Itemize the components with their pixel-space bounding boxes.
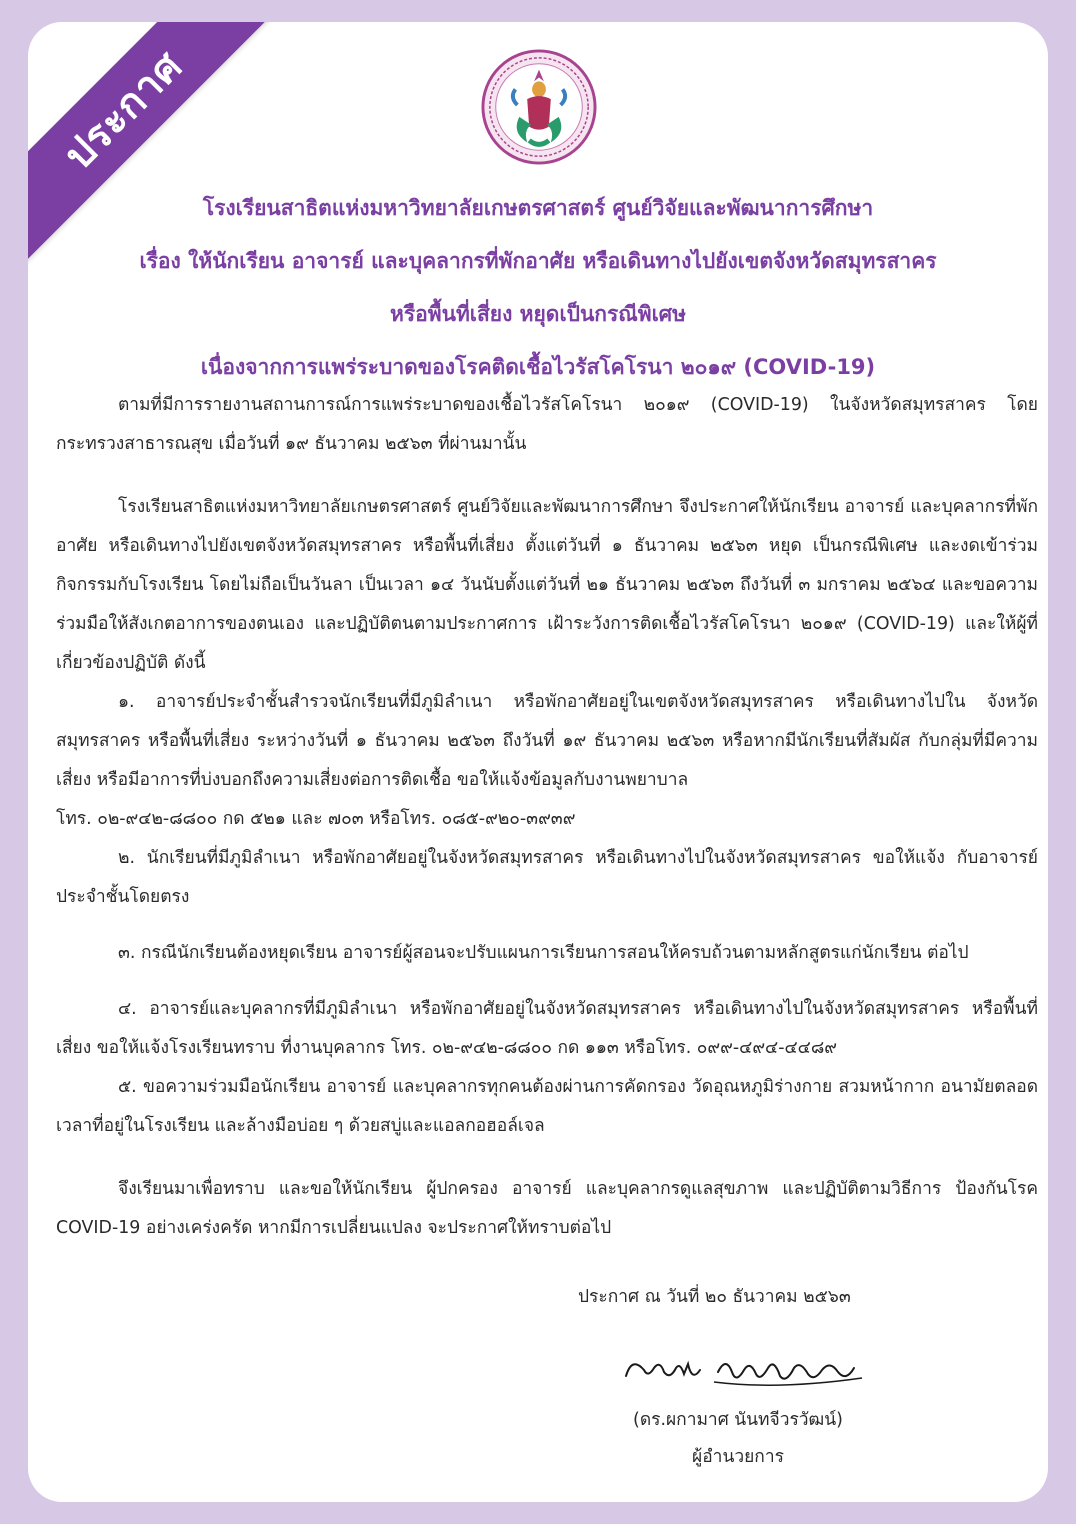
list-item-3: ๓. กรณีนักเรียนต้องหยุดเรียน อาจารย์ผู้สอนจะปรับแผนการเรียนการสอนให้ครบถ้วนตามหลักสูตรแก่นักเรียน ต่อไป xyxy=(118,943,969,963)
signer-name: (ดร.ผกามาศ นันทจีวรวัฒน์) xyxy=(633,1410,843,1430)
list-item-1: ๑. อาจารย์ประจำชั้นสำรวจนักเรียนที่มีภูมิลำเนา หรือพักอาศัยอยู่ในเขตจังหวัดสมุทรสาคร หรือเดินทางไปใน จังหวัดสมุทรสาคร หรือพื้นที่เสี่ยง ระหว่างวันที่ ๑ ธันวาคม ๒๕๖๓ ถึงวันที่ ๑๙ ธันวาคม ๒๕๖๓ หรือหากมีนักเรียนที่สัมผัส กับกลุ่มที่มีความเสี่ยง หรือมีอาการที่บ่งบอกถึงความเสี่ยงต่อการติดเชื้อ ขอให้แจ้งข้อมูลกับงานพยาบาล xyxy=(56,692,1038,790)
signer-block xyxy=(548,1402,928,1476)
school-emblem-icon xyxy=(480,48,598,166)
list-item-1-phone: โทร. ๐๒-๙๔๒-๘๘๐๐ กด ๕๒๑ และ ๗๐๓ หรือโทร. ๐๘๕-๙๒๐-๓๙๓๙ xyxy=(56,809,576,829)
list-item-4: ๔. อาจารย์และบุคลากรที่มีภูมิลำเนา หรือพักอาศัยอยู่ในจังหวัดสมุทรสาคร หรือเดินทางไปในจังหวัดสมุทรสาคร หรือพื้นที่เสี่ยง ขอให้แจ้งโรงเรียนทราบ ที่งานบุคลากร โทร. ๐๒-๙๔๒-๘๘๐๐ กด ๑๑๓ หรือโทร. ๐๙๙-๔๙๔-๔๔๘๙ xyxy=(56,999,1038,1058)
title-line: เนื่องจากการแพร่ระบาดของโรคติดเชื้อไวรัสโคโรนา ๒๐๑๙ (COVID-19) xyxy=(200,355,876,379)
handwritten-signature-icon xyxy=(618,1342,878,1402)
announcement-date: ประกาศ ณ วันที่ ๒๐ ธันวาคม ๒๕๖๓ xyxy=(578,1287,851,1307)
announcement-body xyxy=(56,386,1038,1248)
announcement-card xyxy=(28,22,1048,1502)
title-line: หรือพื้นที่เสี่ยง หยุดเป็นกรณีพิเศษ xyxy=(390,302,686,326)
title-line: โรงเรียนสาธิตแห่งมหาวิทยาลัยเกษตรศาสตร์ ศูนย์วิจัยและพัฒนาการศึกษา xyxy=(202,196,874,220)
paragraph-intro: ตามที่มีการรายงานสถานการณ์การแพร่ระบาดของเชื้อไวรัสโคโรนา ๒๐๑๙ (COVID-19) ในจังหวัดสมุทรสาคร โดยกระทรวงสาธารณสุข เมื่อวันที่ ๑๙ ธันวาคม ๒๕๖๓ ที่ผ่านมานั้น xyxy=(56,395,1038,454)
paragraph-main: โรงเรียนสาธิตแห่งมหาวิทยาลัยเกษตรศาสตร์ ศูนย์วิจัยและพัฒนาการศึกษา จึงประกาศให้นักเรียน อาจารย์ และบุคลากรที่พักอาศัย หรือเดินทางไปยังเขตจังหวัดสมุทรสาคร หรือพื้นที่เสี่ยง ตั้งแต่วันที่ ๑ ธันวาคม ๒๕๖๓ หยุด เป็นกรณีพิเศษ และงดเข้าร่วมกิจกรรมกับโรงเรียน โดยไม่ถือเป็นวันลา เป็นเวลา ๑๔ วันนับตั้งแต่วันที่ ๒๑ ธันวาคม ๒๕๖๓ ถึงวันที่ ๓ มกราคม ๒๕๖๔ และขอความร่วมมือให้สังเกตอาการของตนเอง และปฏิบัติตนตามประกาศการ เฝ้าระวังการติดเชื้อไวรัสโคโรนา ๒๐๑๙ (COVID-19) และให้ผู้ที่เกี่ยวข้องปฏิบัติ ดังนี้ xyxy=(56,497,1038,673)
title-line: เรื่อง ให้นักเรียน อาจารย์ และบุคลากรที่พักอาศัย หรือเดินทางไปยังเขตจังหวัดสมุทรสาคร xyxy=(139,249,937,273)
paragraph-closing: จึงเรียนมาเพื่อทราบ และขอให้นักเรียน ผู้ปกครอง อาจารย์ และบุคลากรดูแลสุขภาพ และปฏิบัติตามวิธีการ ป้องกันโรค COVID-19 อย่างเคร่งครัด หากมีการเปลี่ยนแปลง จะประกาศให้ทราบต่อไป xyxy=(56,1179,1038,1238)
announcement-title xyxy=(28,182,1048,394)
list-item-5: ๕. ขอความร่วมมือนักเรียน อาจารย์ และบุคลากรทุกคนต้องผ่านการคัดกรอง วัดอุณหภูมิร่างกาย สวมหน้ากาก อนามัยตลอดเวลาที่อยู่ในโรงเรียน และล้างมือบ่อย ๆ ด้วยสบู่และแอลกอฮอล์เจล xyxy=(56,1077,1038,1136)
ribbon-label: ประกาศ xyxy=(55,42,192,179)
list-item-2: ๒. นักเรียนที่มีภูมิลำเนา หรือพักอาศัยอยู่ในจังหวัดสมุทรสาคร หรือเดินทางไปในจังหวัดสมุทรสาคร ขอให้แจ้ง กับอาจารย์ประจำชั้นโดยตรง xyxy=(56,848,1038,907)
signer-position: ผู้อำนวยการ xyxy=(692,1447,784,1467)
